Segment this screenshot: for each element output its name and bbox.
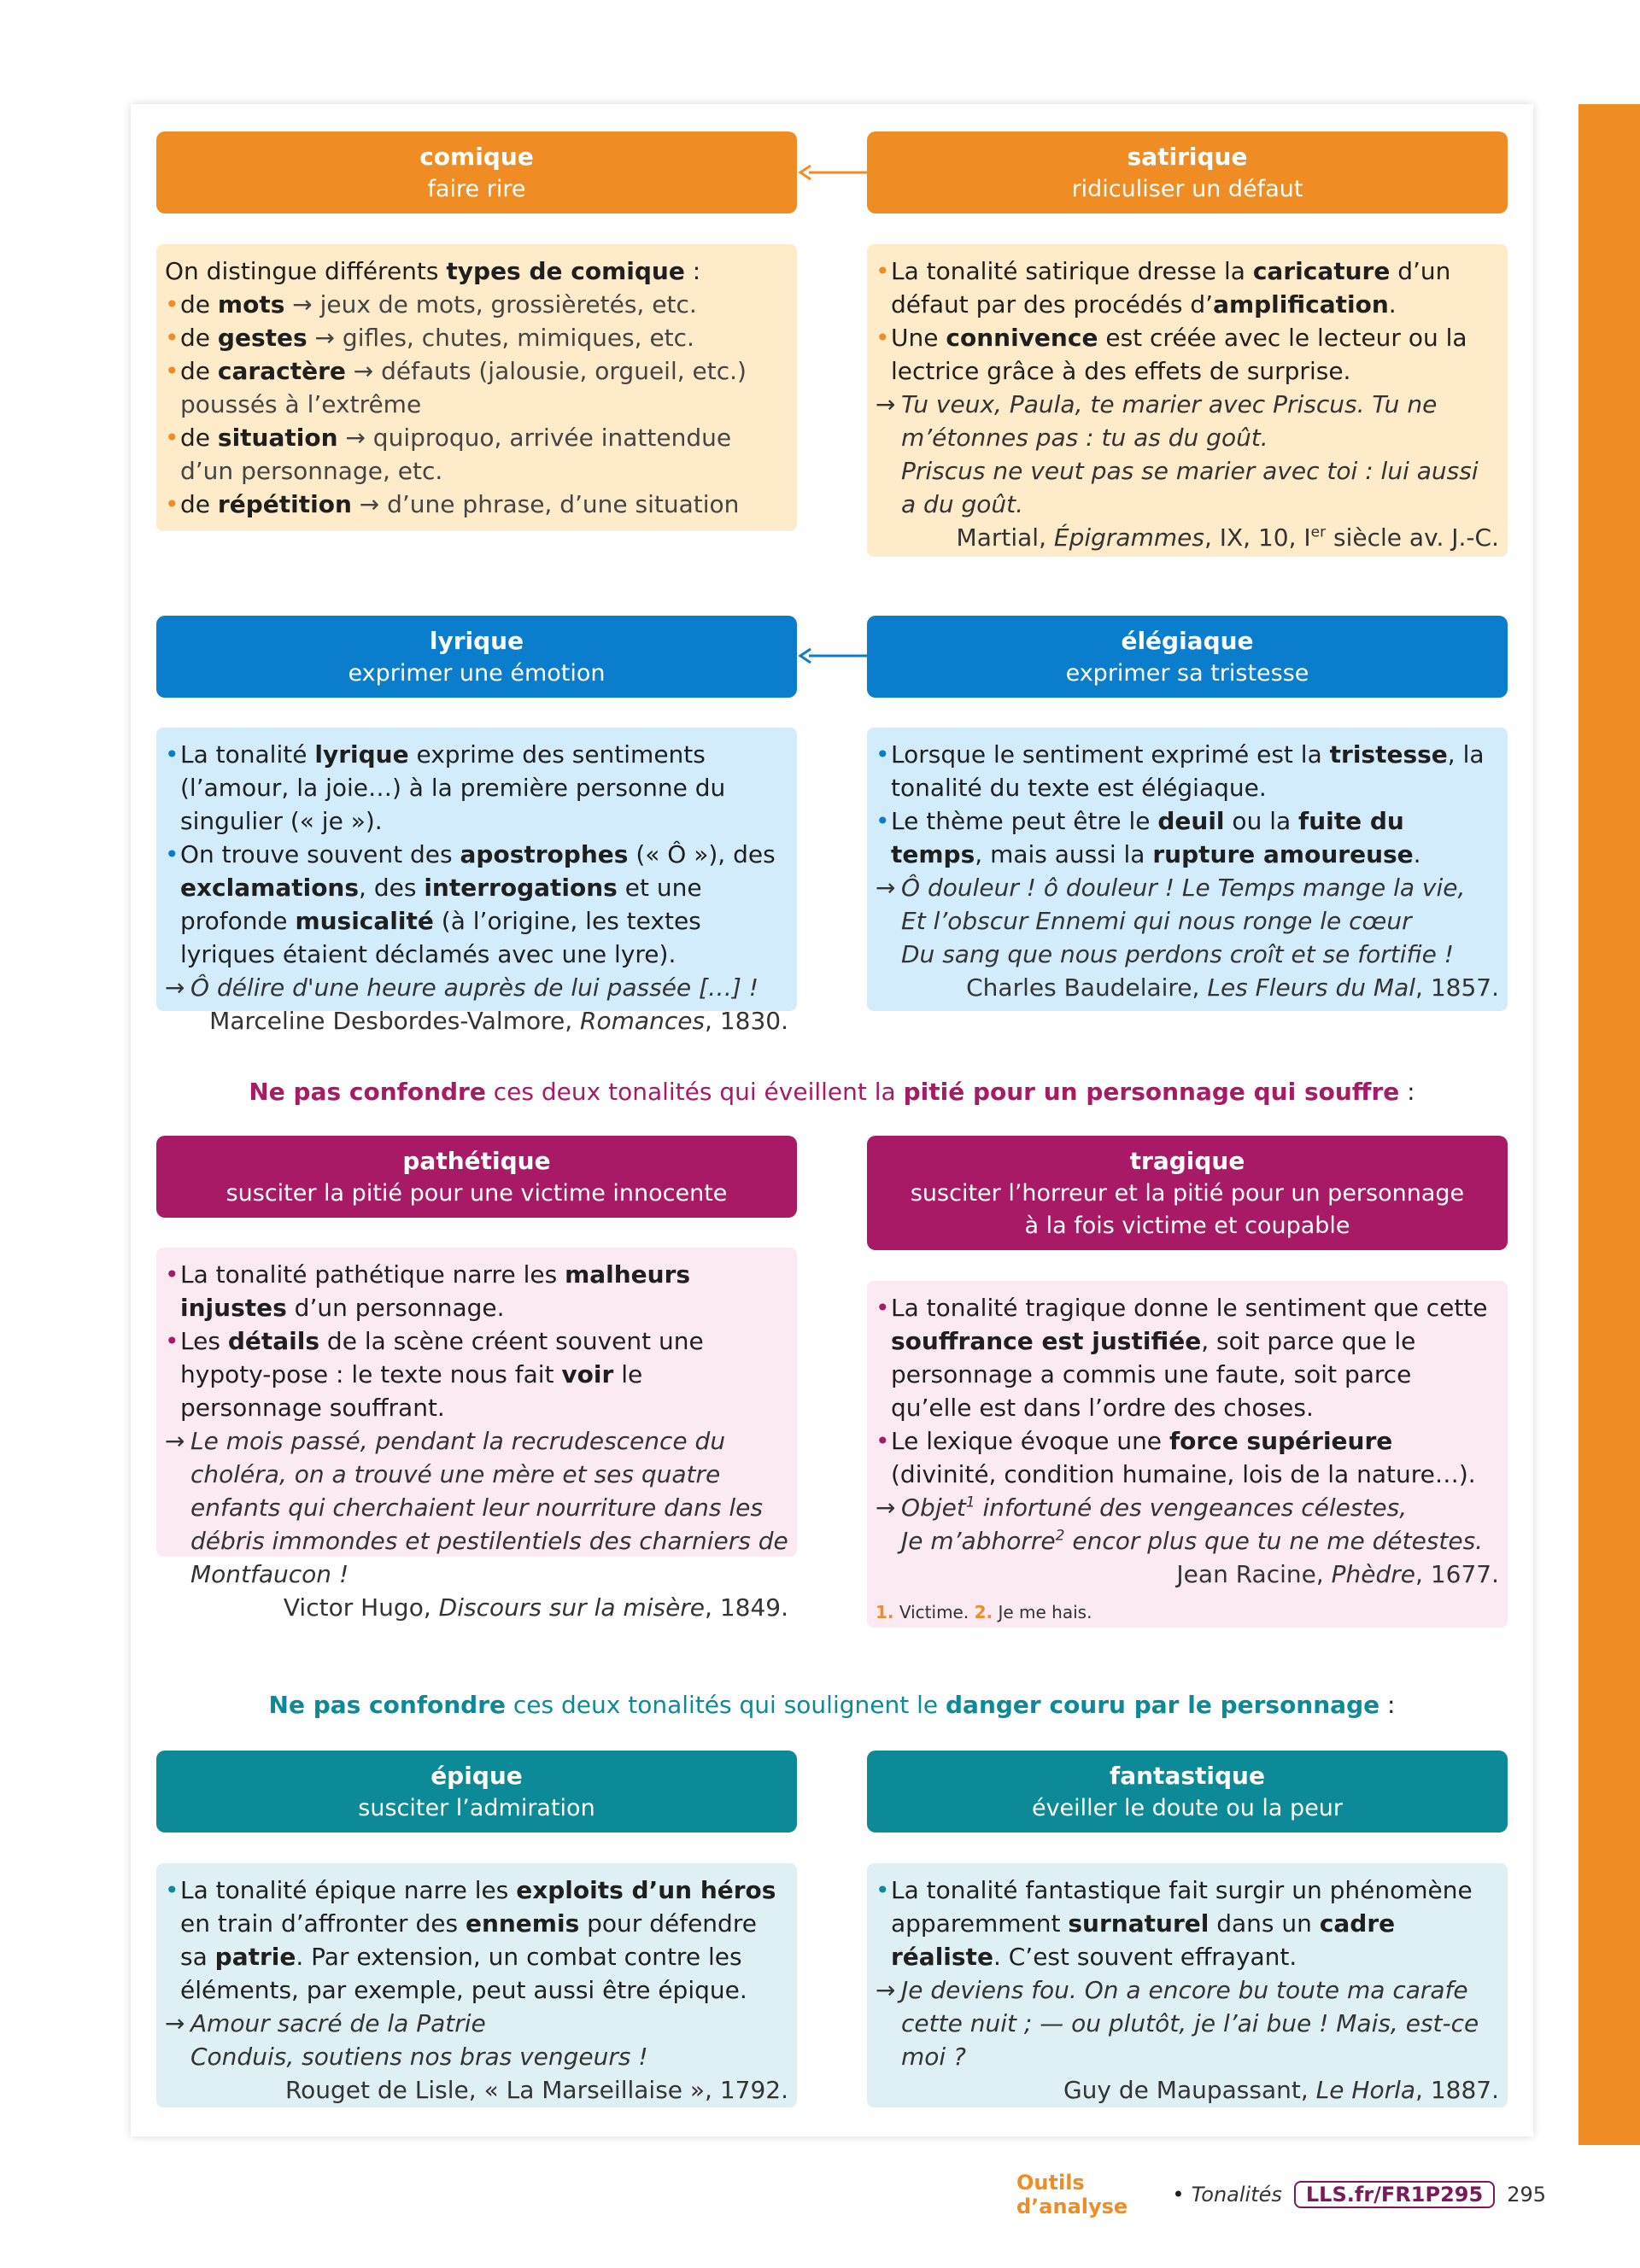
- header-subtitle: exprimer une émotion: [348, 659, 606, 687]
- box-epique: [156, 1863, 797, 2107]
- header-subtitle: exprimer sa tristesse: [1065, 659, 1309, 687]
- box-comique: [156, 244, 797, 531]
- separator-note-pitie: Ne pas confondre ces deux tonalités qui éveillent la pitié pour un personnage qui souffre :: [249, 1078, 1415, 1106]
- list-item: •de gestes → gifles, chutes, mimiques, etc.: [165, 324, 694, 352]
- source-citation: Jean Racine, Phèdre, 1677.: [1176, 1560, 1499, 1588]
- page-footer: [1016, 2171, 1546, 2218]
- list-item: •de mots → jeux de mots, grossièretés, etc.: [165, 290, 697, 319]
- list-item: •On trouve souvent des apostrophes (« Ô »), des exclamations, des interrogations et une profonde musicalité (à l’origine, les textes lyriques étaient déclamés avec une lyre).: [165, 840, 776, 968]
- example-quote: → Ô délire d'une heure auprès de lui passée […] !: [165, 971, 788, 1004]
- list-item: •de répétition → d’une phrase, d’une situation: [165, 490, 740, 518]
- box-tragique: [867, 1281, 1508, 1628]
- list-item: •La tonalité lyrique exprime des sentiments (l’amour, la joie…) à la première personne du singulier (« je »).: [165, 740, 726, 835]
- header-title: épique: [430, 1761, 523, 1790]
- page-number: 295: [1507, 2183, 1546, 2207]
- header-satirique: [867, 132, 1508, 213]
- arrow-right-icon: →: [165, 973, 185, 1002]
- list-item: •Une connivence est créée avec le lecteur ou la lectrice grâce à des effets de surprise.: [876, 324, 1467, 385]
- list-item: •La tonalité satirique dresse la caricature d’un défaut par des procédés d’amplification.: [876, 257, 1451, 319]
- source-citation: Victor Hugo, Discours sur la misère, 1849.: [283, 1593, 788, 1622]
- footer-dot: •: [1172, 2183, 1185, 2207]
- header-elegiaque: [867, 616, 1508, 698]
- header-subtitle: susciter l’horreur et la pitié pour un personnage: [910, 1179, 1465, 1207]
- example-quote: → Tu veux, Paula, te marier avec Priscus. Tu ne m’étonnes pas : tu as du goût.: [876, 388, 1499, 454]
- source-citation: Marceline Desbordes-Valmore, Romances, 1830.: [209, 1007, 788, 1035]
- intro-line: On distingue différents types de comique :: [165, 257, 701, 285]
- footer-section: Outils d’analyse: [1016, 2171, 1128, 2218]
- header-title: élégiaque: [1121, 626, 1254, 655]
- box-fantastique: [867, 1863, 1508, 2107]
- source-citation: Charles Baudelaire, Les Fleurs du Mal, 1857.: [966, 973, 1499, 1002]
- example-quote: → Je deviens fou. On a encore bu toute ma carafe cette nuit ; — ou plutôt, je l’ai bue ! Mais, est-ce moi ?: [876, 1973, 1499, 2073]
- arrow-right-icon: →: [165, 1427, 185, 1455]
- example-quote: Conduis, soutiens nos bras vengeurs !: [190, 2043, 648, 2071]
- header-epique: [156, 1751, 797, 1833]
- list-item: •Le lexique évoque une force supérieure (divinité, condition humaine, lois de la nature…).: [876, 1427, 1476, 1488]
- arrow-left-icon: [797, 646, 867, 666]
- box-lyrique: [156, 728, 797, 1035]
- list-item: •La tonalité tragique donne le sentiment que cette souffrance est justifiée, soit parce que le personnage a commis une faute, soit parce qu’elle est dans l’ordre des choses.: [876, 1294, 1488, 1422]
- header-title: comique: [419, 142, 534, 171]
- header-subtitle: susciter l’admiration: [358, 1794, 595, 1821]
- header-subtitle: faire rire: [427, 175, 526, 202]
- box-pathetique: [156, 1248, 797, 1622]
- list-item: •Les détails de la scène créent souvent une hypoty-pose : le texte nous fait voir le personnage souffrant.: [165, 1327, 704, 1422]
- example-quote: Et l’obscur Ennemi qui nous ronge le cœur: [901, 907, 1412, 935]
- list-item: •La tonalité pathétique narre les malheurs injustes d’un personnage.: [165, 1260, 691, 1322]
- header-fantastique: [867, 1751, 1508, 1833]
- list-item: •de caractère → défauts (jalousie, orgueil, etc.) poussés à l’extrême: [165, 357, 747, 418]
- header-subtitle: éveiller le doute ou la peur: [1031, 1794, 1344, 1821]
- example-quote: → Ô douleur ! ô douleur ! Le Temps mange la vie,: [876, 871, 1499, 904]
- example-quote: → Amour sacré de la Patrie: [165, 2007, 788, 2040]
- example-quote: → Objet$^1$ infortuné des vengeances célestes,: [876, 1491, 1499, 1524]
- source-citation: Guy de Maupassant, Le Horla, 1887.: [1063, 2076, 1499, 2104]
- arrow-right-icon: →: [876, 1493, 896, 1522]
- side-color-bar: [1578, 104, 1640, 2145]
- list-item: •de situation → quiproquo, arrivée inattendue d’un personnage, etc.: [165, 424, 732, 485]
- header-title: satirique: [1127, 142, 1248, 171]
- box-elegiaque: [867, 728, 1508, 1011]
- example-quote: Je m’abhorre$^2$ encor plus que tu ne me détestes.: [901, 1527, 1484, 1555]
- list-item: •La tonalité épique narre les exploits d’un héros en train d’affronter des ennemis pour défendre sa patrie. Par extension, un combat contre les éléments, par exemple, peut aussi être épique.: [165, 1876, 776, 2004]
- header-title: fantastique: [1110, 1761, 1265, 1790]
- header-comique: [156, 132, 797, 213]
- source-citation: Rouget de Lisle, « La Marseillaise », 1792.: [284, 2076, 788, 2104]
- arrow-left-icon: [797, 162, 867, 183]
- header-subtitle: à la fois victime et coupable: [1024, 1212, 1350, 1239]
- list-item: •Le thème peut être le deuil ou la fuite du temps, mais aussi la rupture amoureuse.: [876, 807, 1421, 868]
- arrow-right-icon: →: [876, 1976, 896, 2004]
- header-subtitle: ridiculiser un défaut: [1071, 175, 1303, 202]
- header-lyrique: [156, 616, 797, 698]
- example-quote: Du sang que nous perdons croît et se fortifie !: [901, 940, 1454, 968]
- arrow-right-icon: →: [876, 390, 896, 418]
- arrow-right-icon: →: [165, 2009, 185, 2037]
- header-pathetique: [156, 1136, 797, 1218]
- example-quote: Priscus ne veut pas se marier avec toi : lui aussi a du goût.: [901, 457, 1479, 518]
- separator-note-danger: Ne pas confondre ces deux tonalités qui soulignent le danger couru par le personnage :: [268, 1691, 1396, 1719]
- footer-subsection: Tonalités: [1191, 2183, 1282, 2207]
- arrow-right-icon: →: [876, 874, 896, 902]
- list-item: •Lorsque le sentiment exprimé est la tristesse, la tonalité du texte est élégiaque.: [876, 740, 1485, 802]
- box-satirique: [867, 244, 1508, 557]
- footer-link[interactable]: LLS.fr/FR1P295: [1294, 2181, 1495, 2208]
- header-title: lyrique: [429, 626, 524, 655]
- example-quote: → Le mois passé, pendant la recrudescence du choléra, on a trouvé une mère et ses quatre enfants qui cherchaient leur nourriture dans les débris immondes et pestilentiels des charniers de Montfaucon !: [165, 1424, 788, 1591]
- header-title: tragique: [1129, 1146, 1245, 1175]
- header-tragique: [867, 1136, 1508, 1250]
- header-title: pathétique: [402, 1146, 551, 1175]
- header-subtitle: susciter la pitié pour une victime innocente: [226, 1179, 728, 1207]
- footnotes: 1. Victime. 2. Je me hais.: [876, 1602, 1092, 1622]
- list-item: •La tonalité fantastique fait surgir un phénomène apparemment surnaturel dans un cadre réaliste. C’est souvent effrayant.: [876, 1876, 1473, 1971]
- source-citation: Martial, Épigrammes, IX, 10, Ier siècle av. J.-C.: [956, 523, 1499, 552]
